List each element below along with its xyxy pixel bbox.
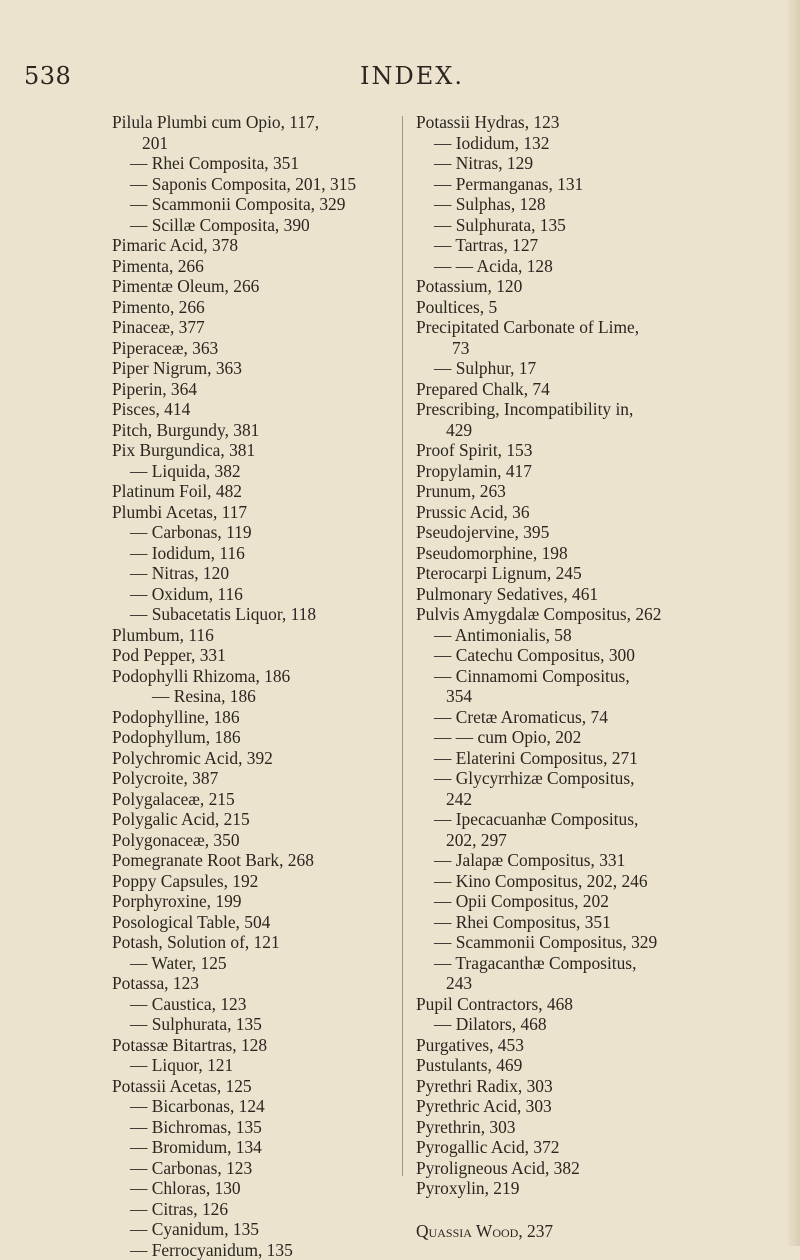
index-entry: Prepared Chalk, 74 <box>416 379 716 400</box>
index-entry: Piper Nigrum, 363 <box>112 358 397 379</box>
index-entry: Potassium, 120 <box>416 276 716 297</box>
index-entry: — Bromidum, 134 <box>112 1137 397 1158</box>
index-entry: Pod Pepper, 331 <box>112 645 397 666</box>
index-column-right <box>416 112 716 1241</box>
index-entry: Pilula Plumbi cum Opio, 117, <box>112 112 397 133</box>
index-entry: Potassæ Bitartras, 128 <box>112 1035 397 1056</box>
index-entry: Polycroite, 387 <box>112 768 397 789</box>
index-entry: Platinum Foil, 482 <box>112 481 397 502</box>
index-column-left <box>112 112 397 1260</box>
index-entry: Pulvis Amygdalæ Compositus, 262 <box>416 604 716 625</box>
next-section-entry: Quassia Wood, 237 <box>416 1221 716 1242</box>
index-entry: — Rhei Compositus, 351 <box>416 912 716 933</box>
index-entry: 243 <box>416 973 716 994</box>
index-entry: Purgatives, 453 <box>416 1035 716 1056</box>
index-entry: Potassa, 123 <box>112 973 397 994</box>
index-entry: — Ipecacuanhæ Compositus, <box>416 809 716 830</box>
index-entry: — Iodidum, 116 <box>112 543 397 564</box>
index-entry: — Nitras, 129 <box>416 153 716 174</box>
column-divider <box>402 116 403 1176</box>
index-entry: — Ferrocyanidum, 135 <box>112 1240 397 1260</box>
index-entry: — Subacetatis Liquor, 118 <box>112 604 397 625</box>
index-entry: — Tragacanthæ Compositus, <box>416 953 716 974</box>
index-entry: Propylamin, 417 <box>416 461 716 482</box>
index-entry: 242 <box>416 789 716 810</box>
index-entry: Pinaceæ, 377 <box>112 317 397 338</box>
index-entry: Potassii Hydras, 123 <box>416 112 716 133</box>
index-entry: — Jalapæ Compositus, 331 <box>416 850 716 871</box>
index-entry: Pterocarpi Lignum, 245 <box>416 563 716 584</box>
index-entry: Pustulants, 469 <box>416 1055 716 1076</box>
index-entry: Poppy Capsules, 192 <box>112 871 397 892</box>
index-entry: 201 <box>112 133 397 154</box>
index-entry: 429 <box>416 420 716 441</box>
index-entry: — Sulphurata, 135 <box>112 1014 397 1035</box>
index-entry: Piperaceæ, 363 <box>112 338 397 359</box>
index-entry: — Chloras, 130 <box>112 1178 397 1199</box>
index-entry: — Scammonii Composita, 329 <box>112 194 397 215</box>
index-entry: — Carbonas, 123 <box>112 1158 397 1179</box>
index-entry: Pisces, 414 <box>112 399 397 420</box>
index-entry: Pimaric Acid, 378 <box>112 235 397 256</box>
index-entry: — Cinnamomi Compositus, <box>416 666 716 687</box>
index-entry: — Saponis Composita, 201, 315 <box>112 174 397 195</box>
running-title: INDEX. <box>360 62 464 90</box>
index-entry: Pyrethri Radix, 303 <box>416 1076 716 1097</box>
index-entry: Podophylli Rhizoma, 186 <box>112 666 397 687</box>
index-entry: Potassii Acetas, 125 <box>112 1076 397 1097</box>
index-entry: Precipitated Carbonate of Lime, <box>416 317 716 338</box>
index-entry: — Glycyrrhizæ Compositus, <box>416 768 716 789</box>
index-entry: — Sulphur, 17 <box>416 358 716 379</box>
index-entry: Polygalaceæ, 215 <box>112 789 397 810</box>
index-entry: Pseudomorphine, 198 <box>416 543 716 564</box>
index-entry: Pyrogallic Acid, 372 <box>416 1137 716 1158</box>
index-entry: Polychromic Acid, 392 <box>112 748 397 769</box>
index-entry: Poultices, 5 <box>416 297 716 318</box>
index-entry: — Sulphurata, 135 <box>416 215 716 236</box>
index-entry: Polygonaceæ, 350 <box>112 830 397 851</box>
index-entry: Pyroligneous Acid, 382 <box>416 1158 716 1179</box>
index-entry: — Liquor, 121 <box>112 1055 397 1076</box>
index-entry: Prussic Acid, 36 <box>416 502 716 523</box>
index-entry: — Water, 125 <box>112 953 397 974</box>
index-entry: — Rhei Composita, 351 <box>112 153 397 174</box>
page-edge-shadow <box>786 0 800 1246</box>
index-entry: Pimentæ Oleum, 266 <box>112 276 397 297</box>
index-entry: — Dilators, 468 <box>416 1014 716 1035</box>
index-entry: Podophylline, 186 <box>112 707 397 728</box>
index-entry: — Oxidum, 116 <box>112 584 397 605</box>
index-entry: — Carbonas, 119 <box>112 522 397 543</box>
index-entry: Prescribing, Incompatibility in, <box>416 399 716 420</box>
index-entry: — Tartras, 127 <box>416 235 716 256</box>
index-entry: — Antimonialis, 58 <box>416 625 716 646</box>
index-entry: Pimenta, 266 <box>112 256 397 277</box>
index-entry: Piperin, 364 <box>112 379 397 400</box>
index-entry: — Kino Compositus, 202, 246 <box>416 871 716 892</box>
index-entry: Pupil Contractors, 468 <box>416 994 716 1015</box>
index-entry: Pyroxylin, 219 <box>416 1178 716 1199</box>
index-entry: 354 <box>416 686 716 707</box>
index-entry: Pomegranate Root Bark, 268 <box>112 850 397 871</box>
index-entry: Posological Table, 504 <box>112 912 397 933</box>
index-entry: — Scammonii Compositus, 329 <box>416 932 716 953</box>
index-entry: Pyrethrin, 303 <box>416 1117 716 1138</box>
index-entry: Prunum, 263 <box>416 481 716 502</box>
index-entry: — — Acida, 128 <box>416 256 716 277</box>
index-entry: Proof Spirit, 153 <box>416 440 716 461</box>
index-entry: — Iodidum, 132 <box>416 133 716 154</box>
index-entry: — Opii Compositus, 202 <box>416 891 716 912</box>
index-entry: Pix Burgundica, 381 <box>112 440 397 461</box>
index-entry: — Nitras, 120 <box>112 563 397 584</box>
index-entry: Pimento, 266 <box>112 297 397 318</box>
index-entry: — Liquida, 382 <box>112 461 397 482</box>
index-entry: — Citras, 126 <box>112 1199 397 1220</box>
index-entry: — Sulphas, 128 <box>416 194 716 215</box>
index-entry: — Scillæ Composita, 390 <box>112 215 397 236</box>
index-entry: — Bicarbonas, 124 <box>112 1096 397 1117</box>
index-entry: — Resina, 186 <box>112 686 397 707</box>
index-entry: Polygalic Acid, 215 <box>112 809 397 830</box>
index-entry: Podophyllum, 186 <box>112 727 397 748</box>
index-entry: — — cum Opio, 202 <box>416 727 716 748</box>
index-entry: 73 <box>416 338 716 359</box>
index-entry: Pulmonary Sedatives, 461 <box>416 584 716 605</box>
index-entry: — Bichromas, 135 <box>112 1117 397 1138</box>
index-entry: Plumbi Acetas, 117 <box>112 502 397 523</box>
index-entry: Pitch, Burgundy, 381 <box>112 420 397 441</box>
page-number: 538 <box>24 62 71 90</box>
index-entry: — Caustica, 123 <box>112 994 397 1015</box>
index-entry: Pseudojervine, 395 <box>416 522 716 543</box>
index-entry: — Catechu Compositus, 300 <box>416 645 716 666</box>
index-entry: Plumbum, 116 <box>112 625 397 646</box>
page-header <box>0 62 800 102</box>
index-entry: Pyrethric Acid, 303 <box>416 1096 716 1117</box>
index-entry: — Permanganas, 131 <box>416 174 716 195</box>
index-entry: Porphyroxine, 199 <box>112 891 397 912</box>
index-entry: 202, 297 <box>416 830 716 851</box>
section-spacer <box>416 1199 716 1221</box>
index-entry: — Cretæ Aromaticus, 74 <box>416 707 716 728</box>
index-entry: — Elaterini Compositus, 271 <box>416 748 716 769</box>
index-entry: Potash, Solution of, 121 <box>112 932 397 953</box>
index-entry: — Cyanidum, 135 <box>112 1219 397 1240</box>
